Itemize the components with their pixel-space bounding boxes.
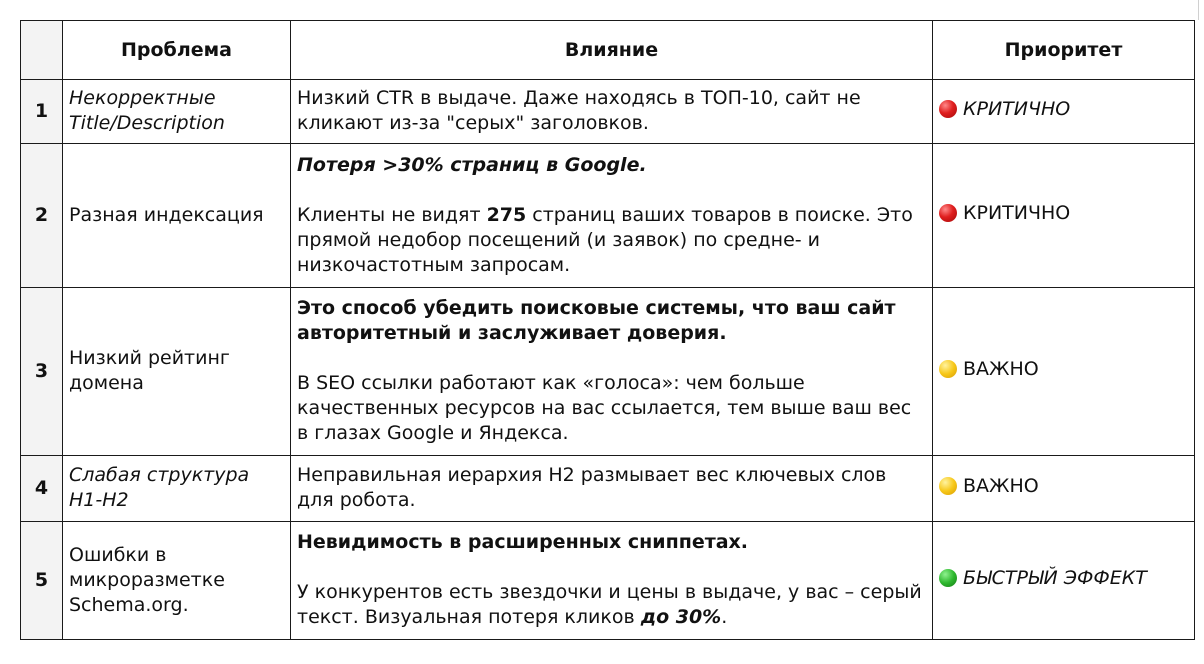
priority-badge [939, 357, 1039, 382]
priority-cell [933, 456, 1195, 522]
priority-label: ВАЖНО [963, 474, 1039, 497]
priority-cell [933, 144, 1195, 288]
problem-cell: Слабая структура H1-H2 [63, 456, 291, 522]
red-circle-icon [939, 100, 957, 118]
yellow-circle-icon [939, 360, 957, 378]
paragraph-gap [297, 346, 926, 371]
priority-badge [939, 566, 1147, 591]
priority-badge [939, 97, 1070, 122]
impact-lead: Потеря >30% страниц в Google. [297, 153, 647, 176]
problem-cell: Ошибки в микроразметке Schema.org. [63, 522, 291, 640]
row-number: 5 [21, 522, 63, 640]
header-impact: Влияние [291, 21, 933, 80]
impact-cell [291, 288, 933, 456]
priority-label: ВАЖНО [963, 357, 1039, 380]
problem-cell: Низкий рейтинг домена [63, 288, 291, 456]
impact-text-end: страниц ваших товаров в поиске. Это прямой недобор посещений (и заявок) по средне- и низкочастотным запросам. [297, 203, 913, 276]
impact-lead: Невидимость в расширенных сниппетах. [297, 531, 749, 553]
row-number: 2 [21, 144, 63, 288]
impact-cell [291, 522, 933, 640]
priority-label: КРИТИЧНО [963, 201, 1071, 224]
priority-cell [933, 522, 1195, 640]
problem-cell: Некорректные Title/Description [63, 80, 291, 144]
priority-badge [939, 474, 1039, 499]
impact-cell [291, 144, 933, 288]
impact-text: Низкий CTR в выдаче. Даже находясь в ТОП-10, сайт не кликают из-за "серых" заголовков. [297, 87, 861, 134]
paragraph-gap [297, 555, 926, 580]
yellow-circle-icon [939, 477, 957, 495]
priority-label: КРИТИЧНО [963, 97, 1071, 120]
priority-label: БЫСТРЫЙ ЭФФЕКТ [963, 566, 1147, 589]
impact-text-start: У конкурентов есть звездочки и цены в выдаче, у вас – серый текст. Визуальная потеря кликов [297, 581, 922, 628]
table-row [21, 288, 1195, 456]
impact-highlight: 275 [486, 203, 527, 226]
table-row [21, 144, 1195, 288]
row-number: 1 [21, 80, 63, 144]
green-circle-icon [939, 569, 957, 587]
priority-cell [933, 80, 1195, 144]
page-edge-line [1198, 0, 1199, 20]
impact-text-end: . [721, 606, 728, 628]
impact-text-start: Клиенты не видят [297, 203, 487, 226]
impact-highlight: до 30% [640, 606, 722, 628]
row-number: 3 [21, 288, 63, 456]
impact-cell [291, 456, 933, 522]
impact-text: Неправильная иерархия H2 размывает вес ключевых слов для робота. [297, 464, 887, 511]
impact-lead: Это способ убедить поисковые системы, что ваш сайт авторитетный и заслуживает доверия. [297, 297, 896, 344]
table-row [21, 80, 1195, 144]
table-header-row [21, 21, 1195, 80]
impact-cell [291, 80, 933, 144]
seo-issues-table [20, 20, 1195, 640]
table-row [21, 522, 1195, 640]
priority-cell [933, 288, 1195, 456]
table-row [21, 456, 1195, 522]
problem-cell: Разная индексация [63, 144, 291, 288]
header-number [21, 21, 63, 80]
priority-badge [939, 201, 1070, 226]
red-circle-icon [939, 204, 957, 222]
paragraph-gap [297, 178, 926, 203]
impact-text: В SEO ссылки работают как «голоса»: чем больше качественных ресурсов на вас ссылается, тем выше ваш вес в глазах Google и Яндекса. [297, 372, 912, 444]
header-priority: Приоритет [933, 21, 1195, 80]
row-number: 4 [21, 456, 63, 522]
header-problem: Проблема [63, 21, 291, 80]
